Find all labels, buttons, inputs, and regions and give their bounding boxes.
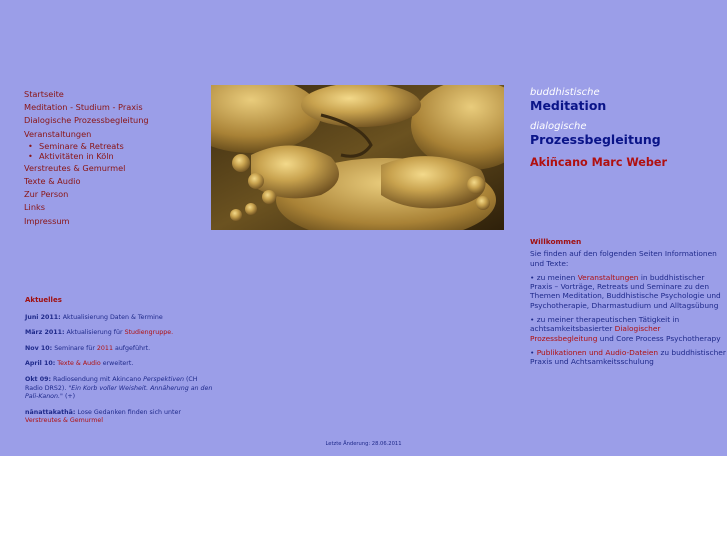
brand-line-buddhistische: buddhistische xyxy=(530,87,600,98)
link-texte-audio[interactable]: Texte & Audio xyxy=(57,360,101,368)
link-veranstaltungen[interactable]: Veranstaltungen xyxy=(577,272,639,282)
news-item: März 2011: Aktualisierung für Studiengruppe. xyxy=(25,329,174,337)
nav-startseite[interactable]: Startseite xyxy=(24,89,64,99)
nav-prozessbegleitung[interactable]: Dialogische Prozessbegleitung xyxy=(24,115,149,126)
nav-veranstaltungen[interactable]: Veranstaltungen xyxy=(24,128,92,139)
link-more[interactable]: (+) xyxy=(62,393,76,401)
nav-meditation[interactable]: Meditation - Studium - Praxis xyxy=(24,102,143,113)
nav-seminare[interactable]: • Seminare & Retreats xyxy=(39,141,149,152)
news-item: April 10: Texte & Audio erweitert. xyxy=(25,360,134,368)
buddha-hands-photo xyxy=(211,85,504,230)
news-item: Juni 2011: Aktualisierung Daten & Termine xyxy=(25,313,163,321)
link-studiengruppe[interactable]: Studiengruppe. xyxy=(124,329,174,337)
brand-line-dialogische: dialogische xyxy=(530,121,587,132)
news-item: nānattakathā: Lose Gedanken finden sich unter Verstreutes & Gemurmel xyxy=(25,408,181,425)
nav-impressum[interactable]: Impressum xyxy=(24,215,70,226)
welcome-bullet-2: • zu meiner therapeutischen Tätigkeit in achtsamkeitsbasierter Dialogischer Prozessbegleitung und Core Process Psychotherapy xyxy=(530,315,721,343)
welcome-bullet-3: • Publikationen und Audio-Dateien zu buddhistischer Praxis und Achtsamkeitsschulung xyxy=(530,347,726,367)
news-item: Nov 10: Seminare für 2011 aufgeführt. xyxy=(25,344,151,352)
news-section xyxy=(25,296,215,433)
brand-line-prozessbegleitung: Prozessbegleitung xyxy=(530,132,661,147)
last-modified: Letzte Änderung: 28.06.2011 xyxy=(325,441,402,447)
brand-name: Akiñcano Marc Weber xyxy=(530,156,667,169)
link-2011[interactable]: 2011 xyxy=(96,344,113,352)
news-item: Okt 09: Radiosendung mit Akincano Perspektiven (CH Radio DRS2). "Ein Korb voller Weisheit. Annäherung an den Pali-Kanon." (+) xyxy=(25,375,213,401)
welcome-bullet-1: • zu meinen Veranstaltungen in buddhistischer Praxis – Vorträge, Retreats und Seminare zu den Themen Meditation, Buddhistische Psychologie und Psychotherapie, Dharmastudium und Alltagsübung xyxy=(530,272,721,310)
link-publikationen[interactable]: Publikationen und Audio-Dateien xyxy=(536,347,659,357)
nav-zur-person[interactable]: Zur Person xyxy=(24,189,69,200)
nav-submenu xyxy=(24,141,149,162)
link-dialogische[interactable]: Dialogischer Prozessbegleitung xyxy=(530,324,661,343)
welcome-intro: Sie finden auf den folgenden Seiten Informationen und Texte: xyxy=(530,249,717,268)
nav-texte-audio[interactable]: Texte & Audio xyxy=(24,176,81,187)
brand-line-meditation: Meditation xyxy=(530,98,607,113)
nav-verstreutes[interactable]: Verstreutes & Gemurmel xyxy=(24,162,126,173)
site-brand xyxy=(530,87,667,169)
link-verstreutes[interactable]: Verstreutes & Gemurmel xyxy=(25,417,103,425)
nav-links[interactable]: Links xyxy=(24,202,46,213)
welcome-section xyxy=(530,237,726,372)
main-navigation xyxy=(24,88,149,228)
nav-koeln[interactable]: • Aktivitäten in Köln xyxy=(39,151,149,162)
news-heading: Aktuelles xyxy=(25,296,62,304)
welcome-heading: Willkommen xyxy=(530,237,582,246)
